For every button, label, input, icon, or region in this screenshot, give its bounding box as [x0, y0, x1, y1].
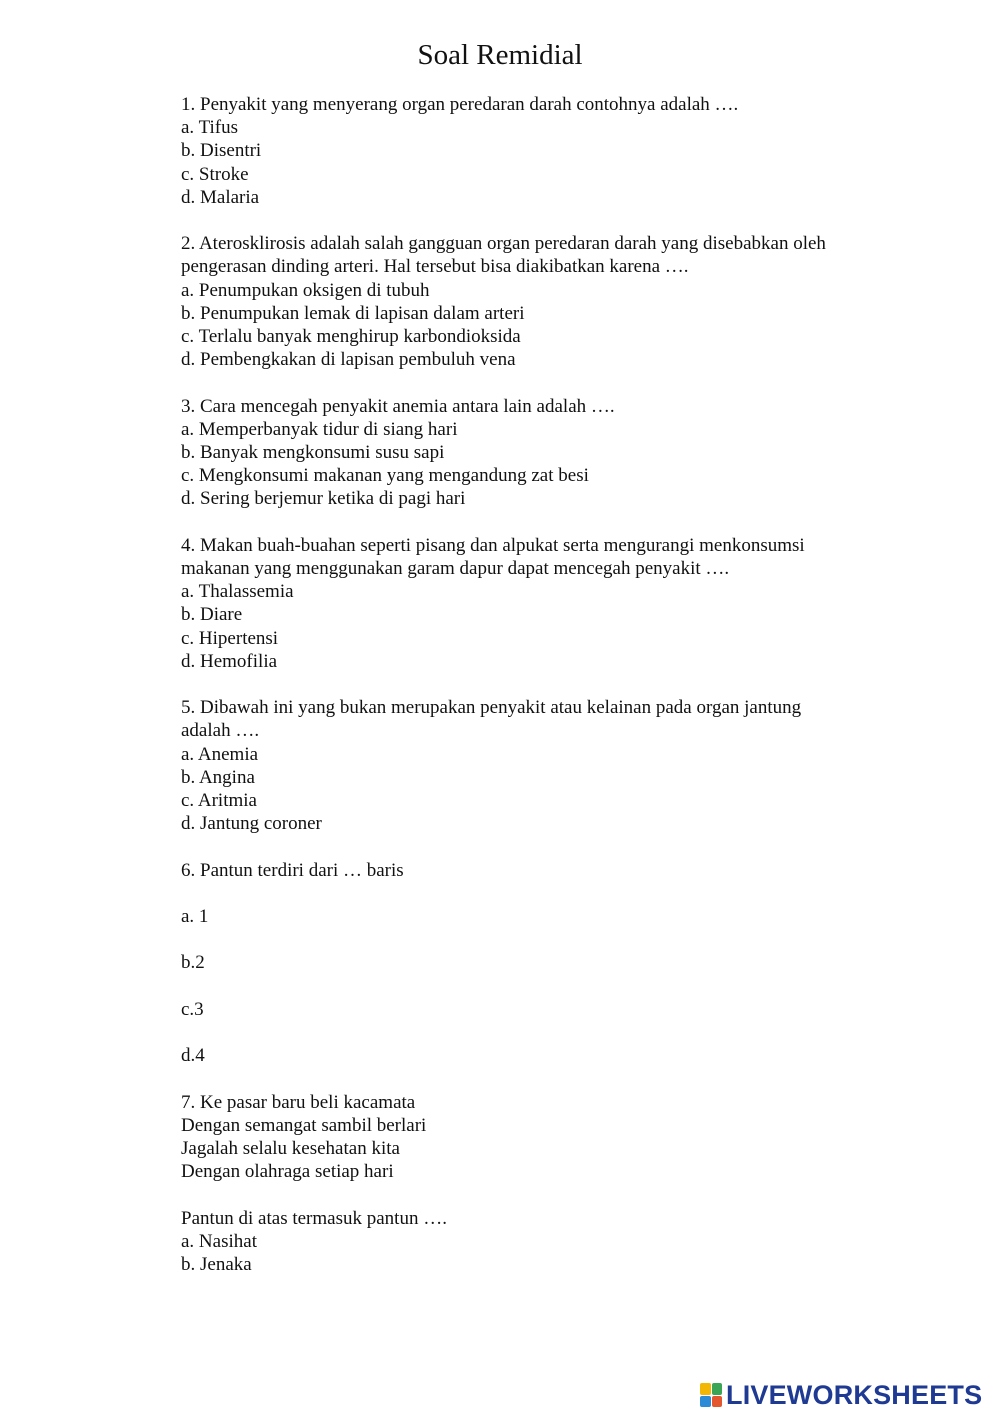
answer-option: a. Penumpukan oksigen di tubuh: [181, 279, 430, 301]
question-1: [181, 93, 881, 209]
answer-option: d. Pembengkakan di lapisan pembuluh vena: [181, 349, 516, 371]
question-text: 2. Aterosklirosis adalah salah gangguan organ peredaran darah yang disebabkan oleh: [181, 233, 826, 255]
answer-option: b. Jenaka: [181, 1253, 252, 1275]
answer-option: c.3: [181, 998, 204, 1020]
question-text: 4. Makan buah-buahan seperti pisang dan alpukat serta mengurangi menkonsumsi: [181, 534, 805, 556]
question-text: 6. Pantun terdiri dari … baris: [181, 859, 404, 881]
answer-option: b. Penumpukan lemak di lapisan dalam arteri: [181, 302, 525, 324]
answer-option: a. Thalassemia: [181, 581, 294, 603]
question-6: [181, 859, 881, 1068]
liveworksheets-branding[interactable]: [700, 1380, 982, 1410]
answer-option: a. Memperbanyak tidur di siang hari: [181, 418, 458, 440]
answer-option: a. Anemia: [181, 743, 259, 765]
question-text: 1. Penyakit yang menyerang organ peredaran darah contohnya adalah ….: [181, 94, 739, 115]
question-text: pengerasan dinding arteri. Hal tersebut bisa diakibatkan karena ….: [181, 256, 689, 278]
answer-option: b.2: [181, 952, 205, 974]
logo-square-red: [712, 1396, 723, 1408]
answer-option: d. Malaria: [181, 186, 260, 208]
question-5: [181, 696, 881, 835]
answer-option: d. Hemofilia: [181, 650, 278, 672]
question-text: 3. Cara mencegah penyakit anemia antara lain adalah ….: [181, 395, 615, 417]
answer-option: c. Aritmia: [181, 790, 257, 812]
pantun-line: Jagalah selalu kesehatan kita: [181, 1137, 400, 1159]
page-title: Soal Remidial: [417, 39, 583, 71]
answer-option: c. Hipertensi: [181, 627, 279, 649]
logo-square-green: [712, 1383, 723, 1395]
answer-option: d. Sering berjemur ketika di pagi hari: [181, 488, 466, 510]
question-text: adalah ….: [181, 720, 260, 742]
question-4: [181, 534, 881, 673]
question-7-prompt: [181, 1207, 881, 1277]
logo-square-yellow: [700, 1383, 711, 1395]
pantun-line: Dengan olahraga setiap hari: [181, 1161, 394, 1183]
question-7-pantun: [181, 1091, 881, 1184]
answer-option: b. Angina: [181, 766, 255, 788]
answer-option: c. Stroke: [181, 163, 249, 185]
question-text: Pantun di atas termasuk pantun ….: [181, 1207, 447, 1229]
answer-option: c. Terlalu banyak menghirup karbondioksida: [181, 326, 521, 348]
question-2: [181, 232, 881, 371]
answer-option: d. Jantung coroner: [181, 813, 322, 835]
pantun-line: Dengan semangat sambil berlari: [181, 1114, 427, 1136]
liveworksheets-wordmark: LIVEWORKSHEETS: [726, 1380, 983, 1410]
liveworksheets-logo-icon: [700, 1383, 722, 1407]
answer-option: d.4: [181, 1045, 205, 1067]
answer-option: b. Diare: [181, 604, 243, 626]
answer-option: a. Nasihat: [181, 1230, 257, 1252]
question-list: [181, 93, 881, 1299]
answer-option: c. Mengkonsumi makanan yang mengandung zat besi: [181, 465, 589, 487]
answer-option: b. Banyak mengkonsumi susu sapi: [181, 442, 445, 464]
pantun-line: 7. Ke pasar baru beli kacamata: [181, 1091, 416, 1113]
answer-option: a. 1: [181, 906, 209, 928]
answer-option: a. Tifus: [181, 117, 239, 139]
question-text: makanan yang menggunakan garam dapur dapat mencegah penyakit ….: [181, 558, 730, 580]
logo-square-blue: [700, 1396, 711, 1408]
question-3: [181, 395, 881, 511]
answer-option: b. Disentri: [181, 140, 262, 162]
question-text: 5. Dibawah ini yang bukan merupakan penyakit atau kelainan pada organ jantung: [181, 697, 802, 719]
